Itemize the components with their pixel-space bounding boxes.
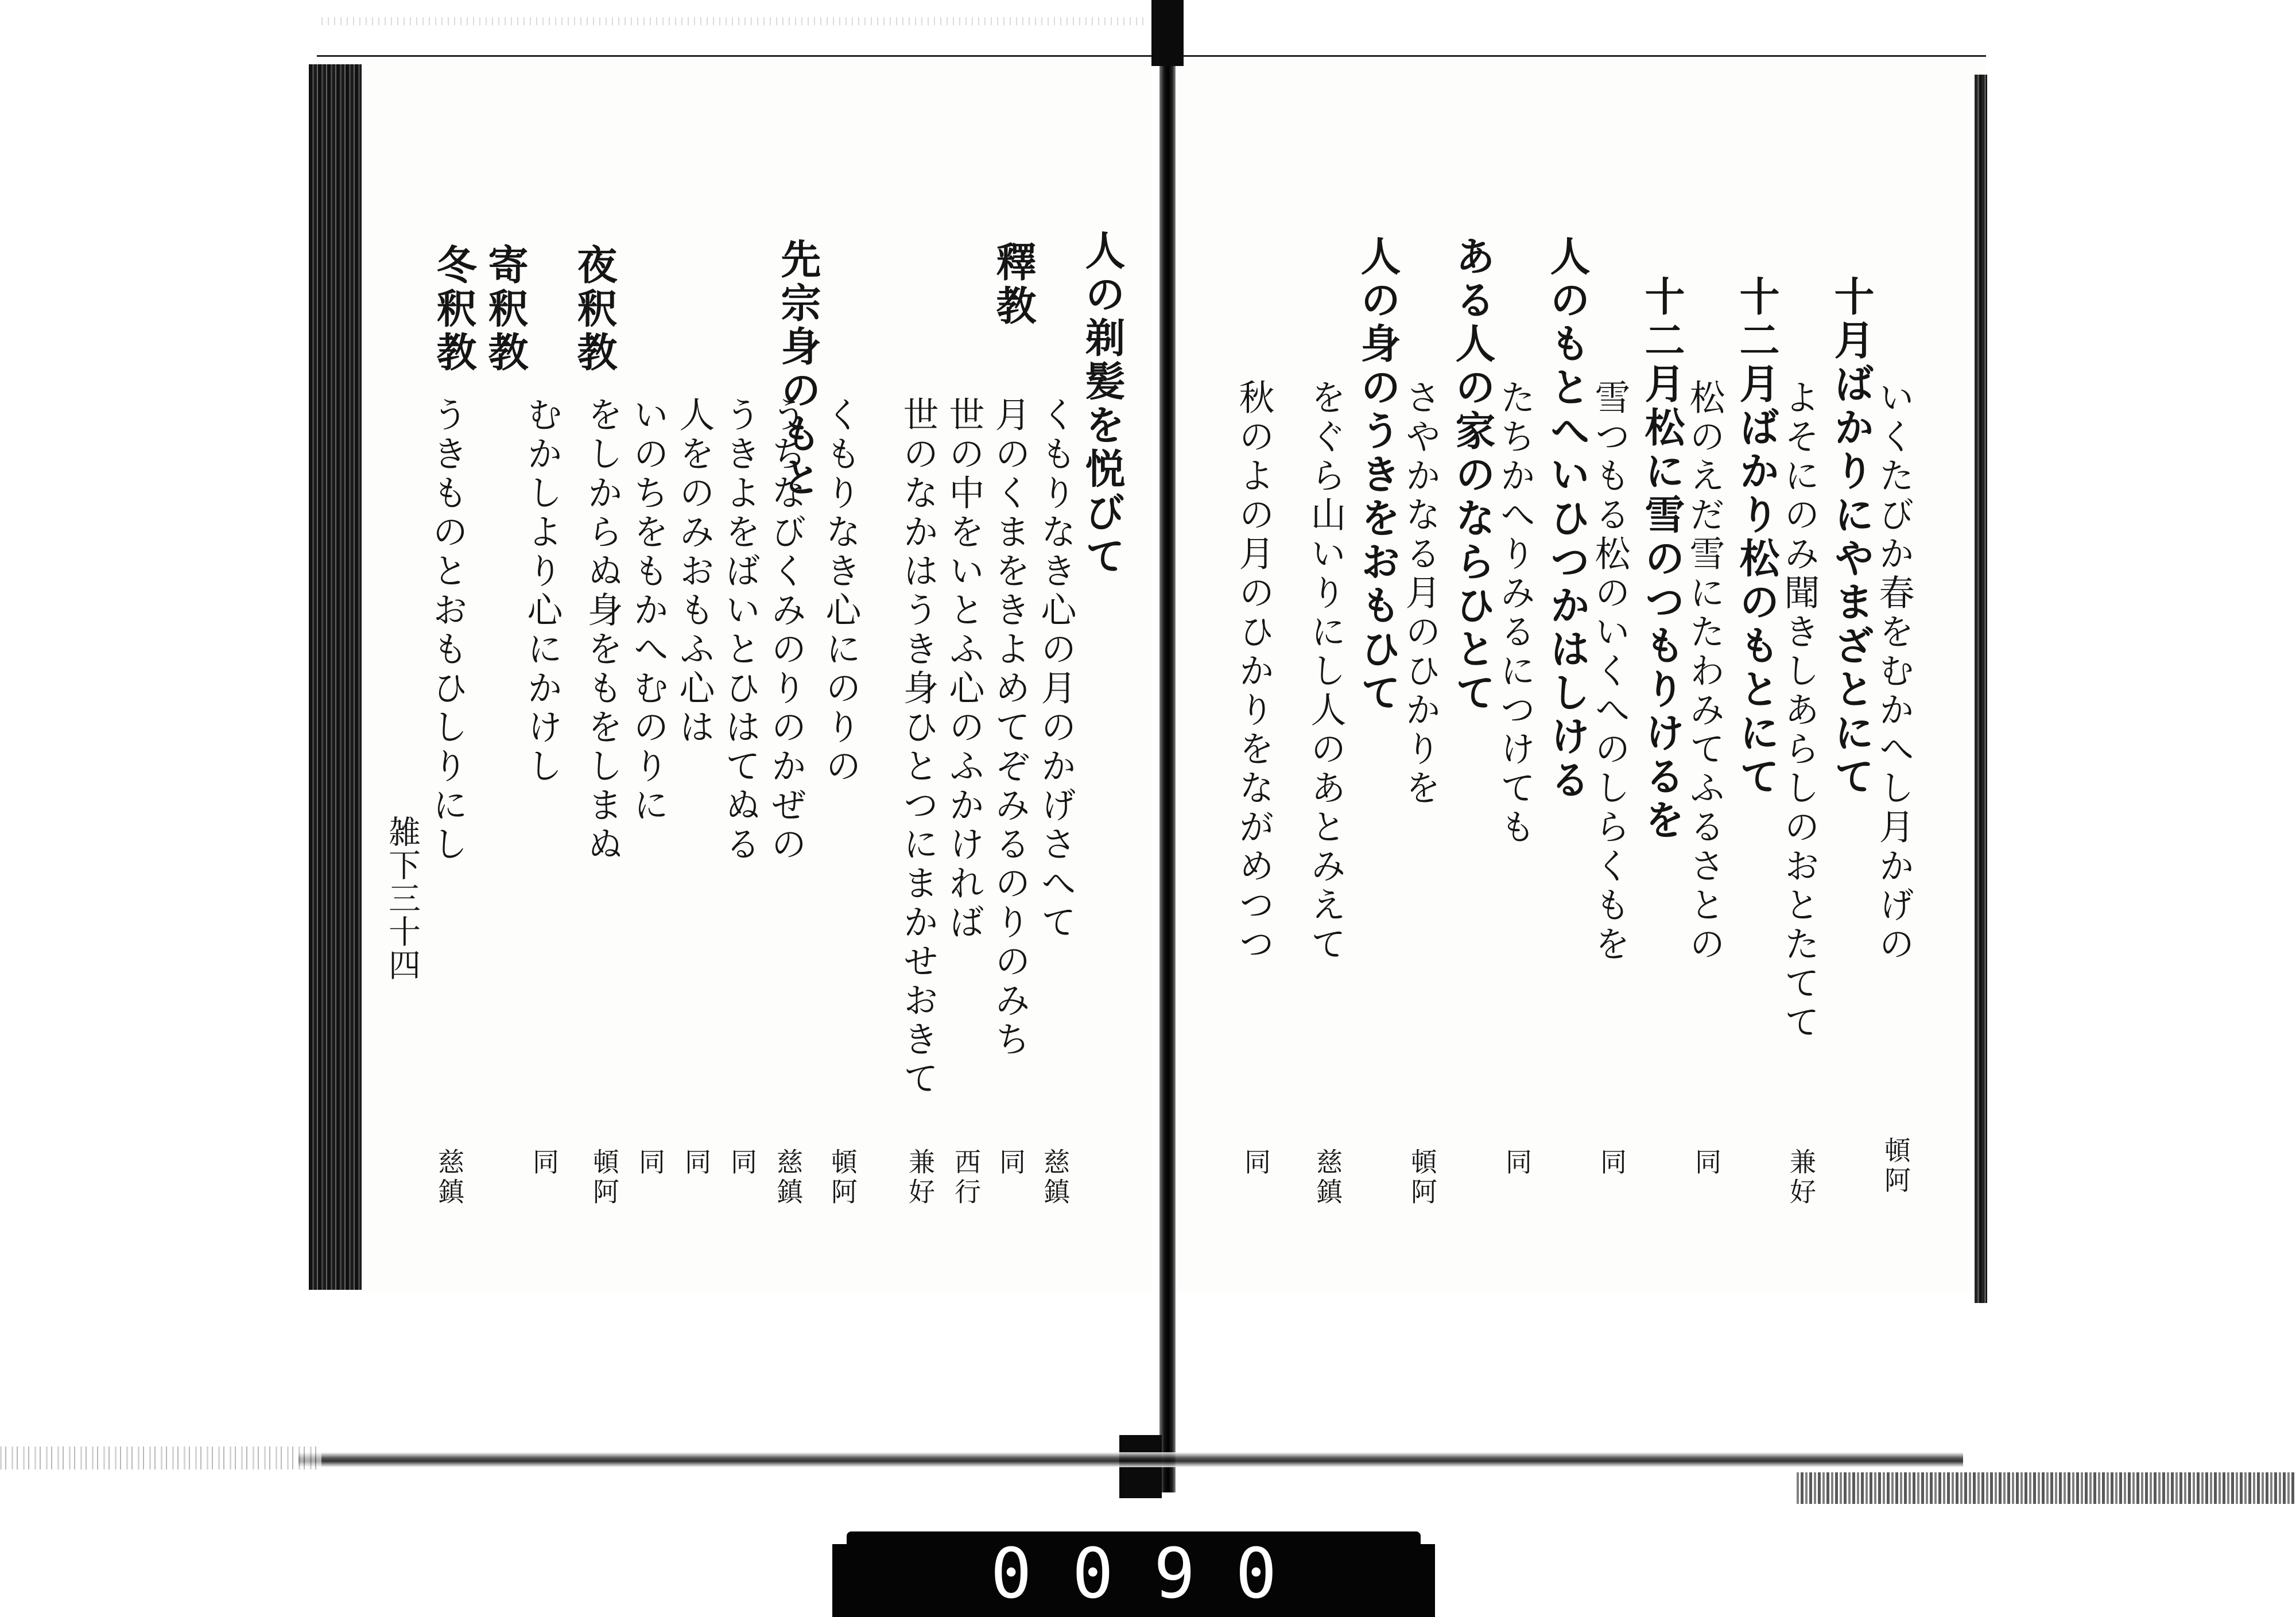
right-author-4: 同 — [1596, 1148, 1627, 1178]
right-author-2: 兼好 — [1786, 1148, 1817, 1208]
left-verse-7: うきよをばいとひはてぬる — [719, 396, 761, 864]
left-author-1: 慈鎮 — [1040, 1148, 1071, 1208]
left-side-note-2: 寄釈教 — [482, 244, 529, 375]
right-author-8: 同 — [1240, 1148, 1271, 1178]
left-author-6: 慈鎮 — [773, 1148, 804, 1208]
left-verse-3: 世の中をいとふ心のふかければ — [943, 396, 985, 943]
right-verse-3: 松のえだ雪にたわみてふるさとの — [1684, 379, 1725, 964]
right-verse-2: よそにのみ聞きしあらしのおとたてて — [1778, 379, 1820, 1042]
right-author-7: 慈鎮 — [1312, 1148, 1343, 1208]
right-verse-6: さやかなる月のひかりを — [1399, 379, 1441, 808]
folio-mark: 雑下三十四 — [383, 815, 421, 982]
right-verse-4: 雪つもる松のいくへのしらくもを — [1589, 379, 1631, 964]
right-headnote-1: 十月ばかりにやまざとにて — [1828, 276, 1875, 799]
left-verse-2: 月のくまをきよめてぞみるのりのみち — [989, 396, 1031, 1060]
gutter-clip-top — [1151, 0, 1184, 66]
left-verse-1: くもりなき心の月のかげさへて — [1035, 396, 1077, 943]
section-heading-shakkyo: 釋教 — [990, 241, 1037, 328]
frame-number-plate — [847, 1531, 1421, 1617]
left-verse-5: くもりなき心にのりの — [820, 396, 862, 786]
book-gutter — [1159, 0, 1176, 1492]
left-author-10: 頓阿 — [589, 1148, 620, 1208]
left-verse-12: うきものとおもひしりにし — [426, 396, 468, 864]
left-author-7: 同 — [727, 1148, 758, 1178]
right-page-edge — [1975, 75, 1987, 1303]
left-author-2: 同 — [995, 1148, 1026, 1178]
scan-noise-right — [1797, 1472, 2296, 1504]
left-headnote-1: 人の剃髪を悦びて — [1079, 230, 1126, 579]
frame-number: 0090 — [990, 1534, 1317, 1614]
left-verse-4: 世のなかはうき身ひとつにまかせおきて — [897, 396, 939, 1099]
left-author-9: 同 — [635, 1148, 666, 1178]
left-verse-6: うちなびくみのりのかぜの — [765, 396, 807, 864]
right-headnote-3: 十二月松に雪のつもりけるを — [1638, 276, 1686, 843]
left-side-heading-1: 先宗身のもと — [774, 238, 822, 500]
left-verse-11: むかしより心にかけし — [521, 396, 563, 786]
left-verse-10: をしからぬ身をもをしまぬ — [581, 396, 623, 864]
right-headnote-5: ある人の家のならひとて — [1449, 235, 1496, 715]
right-headnote-4: 人のもとへいひつかはしける — [1543, 235, 1591, 802]
scan-noise-top — [321, 17, 1148, 25]
left-author-5: 頓阿 — [827, 1148, 858, 1208]
right-headnote-2: 十二月ばかり松のもとにて — [1733, 276, 1781, 799]
right-verse-1: いくたびか春をむかへし月かげの — [1873, 379, 1915, 964]
left-side-note-3: 冬釈教 — [430, 244, 478, 375]
left-side-note-1: 夜釈教 — [571, 244, 618, 375]
right-verse-5: たちかへりみるにつけても — [1494, 379, 1536, 847]
right-headnote-6: 人の身のうきをおもひて — [1354, 235, 1402, 715]
left-author-11: 同 — [529, 1148, 560, 1178]
right-author-6: 頓阿 — [1407, 1148, 1438, 1208]
left-page-edge — [309, 64, 362, 1290]
left-verse-9: いのちをもかへむのりに — [627, 396, 669, 825]
scan-noise-left — [0, 1447, 321, 1469]
right-author-1: 頓阿 — [1880, 1137, 1911, 1196]
right-verse-7: をぐら山いりにし人のあとみえて — [1305, 379, 1347, 964]
right-author-5: 同 — [1502, 1148, 1533, 1178]
left-author-3: 西行 — [951, 1148, 982, 1208]
right-author-3: 同 — [1691, 1148, 1722, 1178]
left-author-12: 慈鎮 — [434, 1148, 465, 1208]
left-verse-8: 人をのみおもふ心は — [673, 396, 715, 747]
left-author-8: 同 — [681, 1148, 712, 1178]
left-author-4: 兼好 — [905, 1148, 936, 1208]
right-verse-8: 秋のよの月のひかりをながめつつ — [1233, 379, 1275, 964]
page-bottom-shadow — [298, 1452, 1963, 1467]
